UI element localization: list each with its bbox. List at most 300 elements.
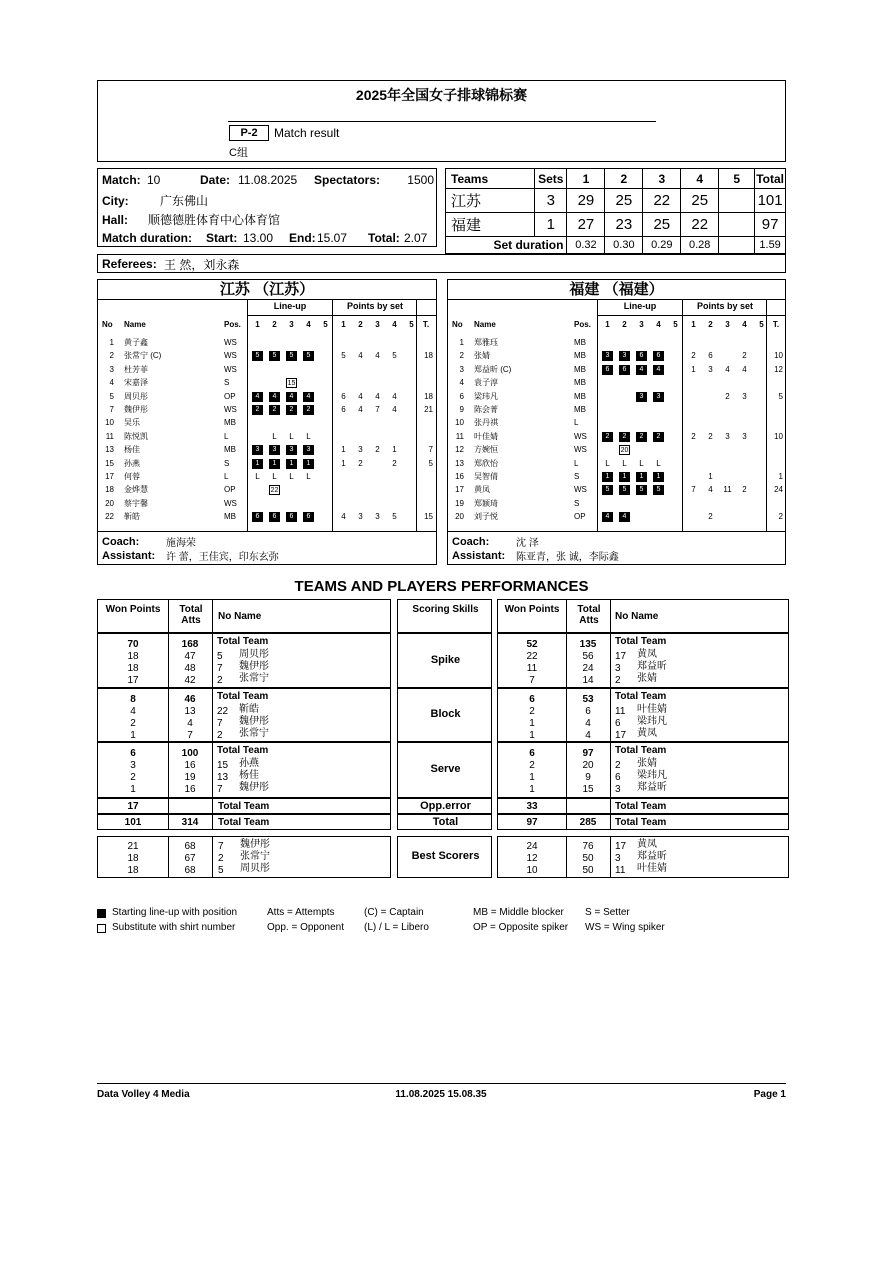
teamA-points-set-2: 4 (358, 405, 363, 414)
teamB-lineup-start: 3 (636, 392, 647, 402)
column-divider (610, 837, 611, 877)
team-a-points-head: Points by set (346, 301, 403, 311)
city-label: City: (102, 194, 129, 208)
teamA-points-set-3: 4 (375, 351, 380, 361)
team-b-colhead (448, 320, 785, 332)
perf-b-total-team: Total Team (615, 636, 667, 647)
team-a-coach-rule (98, 531, 436, 532)
perf-b-no: 3 (615, 663, 621, 674)
teamB-col-pts-1: 1 (691, 320, 696, 329)
teamA-points-set-1: 6 (341, 391, 346, 401)
teamA-points-set-1: 1 (341, 458, 346, 468)
perf-a-atts: 47 (184, 651, 196, 662)
teamA-player-no: 17 (105, 472, 114, 481)
best-b-no: 3 (615, 853, 621, 864)
best-a-won: 18 (127, 853, 139, 864)
teamA-points-set-2: 3 (358, 445, 363, 455)
teamB-lineup-libero: L (622, 458, 627, 468)
perf-a-atts: 16 (184, 760, 196, 771)
perf-b-total-team-label: Total Team (615, 817, 667, 828)
perf-b-total-atts: 97 (582, 748, 594, 759)
match-date: 11.08.2025 (238, 173, 298, 187)
best-a-name: 周贝彤 (240, 863, 270, 874)
teamA-player-pos: S (224, 378, 230, 388)
teamB-player-no: 13 (455, 458, 464, 468)
perf-a-total-team: Total Team (217, 745, 269, 756)
teamB-lineup-start: 5 (602, 485, 613, 495)
teamA-points-set-1: 1 (341, 445, 346, 455)
perf-skill-opp-label: Opp.error (420, 800, 471, 812)
teamB-lineup-start: 6 (602, 365, 613, 375)
perf-a-won: 4 (130, 706, 136, 717)
teamA-col-lu-2: 2 (272, 320, 277, 329)
perf-b-no: 6 (615, 718, 621, 729)
teamB-player-no: 10 (455, 418, 464, 428)
perf-a-total-won: 101 (124, 817, 142, 828)
teamA-player-row (98, 457, 436, 470)
team-a-title: 江苏 （江苏） (98, 280, 436, 300)
teamA-lineup-start: 3 (303, 445, 314, 455)
teamA-lineup-libero: L (289, 431, 294, 441)
teamB-points-total: 12 (774, 364, 783, 374)
perf-a-name: 魏伊彤 (239, 782, 269, 793)
teamB-points-set-4: 3 (742, 431, 747, 441)
perf-a-block-spike (97, 633, 391, 688)
score-head-teams: Teams (446, 169, 535, 189)
perf-a-no: 5 (217, 651, 223, 662)
teamB-lineup-start: 1 (602, 472, 613, 482)
spectators-value: 1500 (407, 173, 434, 187)
header-box (97, 80, 786, 162)
best-a-no: 2 (218, 853, 224, 864)
team-b-head-rule (598, 315, 786, 316)
set-duration-1: 0.32 (567, 237, 605, 254)
perf-b-total-won: 97 (526, 817, 538, 828)
teamA-lineup-libero: L (289, 472, 294, 481)
teamB-player-pos: MB (574, 364, 586, 374)
teamB-player-row (448, 349, 785, 362)
performance-title: TEAMS AND PLAYERS PERFORMANCES (294, 578, 589, 595)
perf-a-no: 7 (217, 784, 223, 795)
teamB-player-pos: WS (574, 485, 587, 495)
teamB-col-t: T. (772, 320, 780, 329)
teamA-lineup-start: 5 (303, 351, 314, 361)
score-team-a: 江苏 (446, 189, 535, 213)
hall-value: 顺德德胜体育中心体育馆 (148, 213, 281, 227)
perf-b-name: 张婧 (637, 758, 657, 769)
footer-left: Data Volley 4 Media (97, 1089, 190, 1100)
teamB-player-pos: S (574, 472, 580, 481)
perf-a-atts: 19 (184, 772, 196, 783)
teamA-player-pos: L (224, 431, 229, 441)
teamB-points-set-2: 2 (708, 431, 713, 441)
teamA-points-set-2: 2 (358, 458, 363, 468)
best-b-atts: 50 (582, 853, 594, 864)
perf-a-opp (97, 798, 391, 814)
teamB-player-row (448, 390, 785, 403)
best-a-no: 5 (218, 865, 224, 876)
perf-a-atts: 13 (184, 706, 196, 717)
teamB-points-set-4: 2 (742, 485, 747, 495)
perf-a-won: 17 (127, 675, 139, 686)
teamB-player-pos: OP (574, 512, 586, 522)
teamA-player-row (98, 510, 436, 523)
teamB-points-set-4: 2 (742, 351, 747, 361)
legend-op: OP = Opposite spiker (473, 922, 569, 933)
teamB-player-no: 19 (455, 498, 464, 508)
best-b-won: 24 (526, 841, 538, 852)
column-divider (212, 600, 213, 632)
teamB-player-name: 郑颖琦 (474, 498, 498, 508)
perf-a-total-team: Total Team (217, 636, 269, 647)
perf-a-total (97, 814, 391, 830)
perf-b-total-atts: 135 (579, 639, 597, 650)
perf-b-name: 叶佳婧 (637, 704, 667, 715)
teamB-col-no: No (452, 320, 463, 329)
score-head-1: 1 (567, 169, 605, 189)
column-divider (168, 600, 169, 632)
teamA-player-name: 黄子鑫 (124, 338, 148, 347)
perf-b-total-team: Total Team (615, 691, 667, 702)
teamB-player-pos: MB (574, 338, 586, 347)
teamB-player-name: 陈会菁 (474, 405, 498, 414)
teamA-points-total: 18 (424, 351, 433, 361)
teamB-points-set-1: 2 (691, 431, 696, 441)
teamA-player-no: 18 (105, 485, 114, 495)
teamB-player-name: 郑益昕 (C) (474, 364, 512, 374)
teamB-player-pos: MB (574, 351, 586, 361)
team-a-assistant-label: Assistant: (102, 550, 156, 562)
teamB-player-row (448, 416, 785, 429)
score-team-b: 福建 (446, 213, 535, 237)
teamB-lineup-start: 5 (636, 485, 647, 495)
perf-b-no: 2 (615, 675, 621, 686)
teamA-lineup-start: 2 (286, 405, 297, 415)
teamA-lineup-start: 2 (303, 405, 314, 415)
perf-a-head-won: Won Points (105, 604, 161, 615)
perf-b-total-atts: 285 (579, 817, 597, 828)
perf-a-no: 2 (217, 675, 223, 686)
teamA-col-pts-1: 1 (341, 320, 346, 329)
teamB-player-no: 3 (459, 364, 464, 374)
perf-b-name: 郑益昕 (637, 782, 667, 793)
perf-skill-spike (397, 633, 492, 688)
teamB-points-total: 24 (774, 485, 783, 495)
teamB-player-no: 11 (455, 431, 464, 441)
teamA-points-set-4: 5 (392, 512, 397, 522)
teamA-lineup-start: 3 (269, 445, 280, 455)
teamB-player-name: 刘子悦 (474, 512, 498, 522)
perf-b-atts: 4 (585, 718, 591, 729)
perf-b-opp-won: 33 (526, 801, 538, 812)
perf-b-block-block (497, 688, 789, 742)
teamB-player-name: 叶佳婧 (474, 431, 498, 441)
teamB-lineup-libero: L (639, 458, 644, 468)
score-a-sets: 3 (535, 189, 567, 213)
perf-a-no: 2 (217, 730, 223, 741)
teamA-points-set-2: 3 (358, 512, 363, 522)
teamA-points-set-1: 4 (341, 512, 346, 522)
team-b-panel (447, 279, 786, 565)
teamB-points-set-3: 3 (725, 431, 730, 441)
teamA-player-no: 15 (105, 458, 114, 468)
teamB-col-lu-5: 5 (673, 320, 678, 329)
legend-opp: Opp. = Opponent (267, 922, 345, 933)
perf-skill-label: Serve (430, 763, 461, 775)
teamA-player-name: 张常宁 (C) (124, 351, 162, 361)
teamA-col-pts-4: 4 (392, 320, 397, 329)
teamA-player-pos: WS (224, 405, 237, 414)
perf-a-opp-team: Total Team (218, 801, 270, 812)
teamA-player-row (98, 416, 436, 429)
perf-b-atts: 14 (582, 675, 594, 686)
perf-a-total-atts: 46 (184, 694, 196, 705)
perf-b-name: 梁玮凡 (637, 716, 667, 727)
teamB-player-pos: MB (574, 378, 586, 388)
perf-a-won: 2 (130, 718, 136, 729)
teamB-lineup-start: 4 (619, 512, 630, 522)
best-b-name: 叶佳婧 (637, 863, 667, 874)
best-a-won: 18 (127, 865, 139, 876)
score-b-s2: 23 (605, 213, 643, 237)
legend-atts: Atts = Attempts (267, 907, 335, 918)
legend-starter: Starting line-up with position (112, 907, 238, 918)
teamB-lineup-start: 6 (619, 365, 630, 375)
city-value: 广东佛山 (160, 194, 209, 208)
score-a-s5 (719, 189, 755, 213)
best-a-name: 魏伊彤 (240, 839, 270, 850)
score-a-s3: 22 (643, 189, 681, 213)
team-b-coach-label: Coach: (452, 536, 490, 548)
teamA-points-set-4: 4 (392, 405, 397, 414)
teamA-player-no: 11 (105, 431, 114, 441)
teamB-lineup-start: 5 (653, 485, 664, 495)
teamA-points-set-4: 4 (392, 391, 397, 401)
teamB-player-no: 12 (455, 445, 464, 455)
perf-b-won: 7 (529, 675, 535, 686)
best-a-atts: 68 (184, 865, 196, 876)
perf-skill-header (397, 599, 492, 633)
legend (97, 907, 786, 939)
teamB-points-total: 10 (774, 431, 783, 441)
team-b-title: 福建 （福建） (448, 280, 785, 300)
score-a-s4: 25 (681, 189, 719, 213)
perf-a-total-atts: 168 (181, 639, 199, 650)
teamA-player-no: 10 (105, 418, 114, 428)
teamB-lineup-start: 1 (636, 472, 647, 482)
teamA-points-set-2: 4 (358, 351, 363, 361)
teamA-lineup-start: 1 (303, 459, 314, 469)
teamA-player-name: 陈悦凯 (124, 431, 148, 441)
teamB-player-row (448, 336, 785, 349)
perf-b-no: 17 (615, 730, 627, 741)
teamA-lineup-sub: 15 (287, 380, 296, 388)
perf-b-won: 1 (529, 718, 535, 729)
score-table (445, 168, 786, 254)
teamB-points-total: 1 (778, 472, 783, 481)
teamA-points-set-1: 6 (341, 405, 346, 414)
teamA-player-no: 1 (109, 338, 114, 347)
perf-a-total-atts: 314 (181, 817, 199, 828)
teamB-player-pos: L (574, 458, 579, 468)
perf-a-best (97, 836, 391, 878)
teamA-col-no: No (102, 320, 113, 329)
set-duration-4: 0.28 (681, 237, 719, 254)
referees-names: 王 然，刘永森 (164, 258, 240, 272)
best-b-atts: 50 (582, 865, 594, 876)
teamB-player-row (448, 510, 785, 523)
report-code: P-2 (229, 125, 269, 141)
teamA-lineup-start: 3 (286, 445, 297, 455)
best-b-name: 郑益昕 (637, 851, 667, 862)
teamB-lineup-start: 4 (636, 365, 647, 375)
teamA-lineup-start: 6 (252, 512, 263, 522)
performance-section (97, 599, 789, 879)
column-divider (212, 743, 213, 797)
teamA-lineup-libero: L (306, 472, 311, 481)
perf-a-atts: 7 (187, 730, 193, 741)
teamA-player-pos: OP (224, 485, 236, 495)
teamB-col-pts-3: 3 (725, 320, 730, 329)
teamB-player-row (448, 443, 785, 456)
column-divider (212, 689, 213, 741)
teamA-player-row (98, 363, 436, 376)
page-title: 2025年全国女子排球锦标赛 (355, 87, 528, 103)
teamB-player-no: 9 (459, 405, 464, 414)
teamA-col-lu-1: 1 (255, 320, 260, 329)
team-a-assistants: 许 蕾，王佳宾，印东玄弥 (166, 552, 279, 563)
legend-sub-square (97, 924, 106, 933)
teamA-player-pos: WS (224, 498, 237, 508)
best-a-no: 7 (218, 841, 224, 852)
perf-skill-total (397, 814, 492, 830)
best-b-atts: 76 (582, 841, 594, 852)
perf-a-name: 周贝彤 (239, 649, 269, 660)
legend-sub: Substitute with shirt number (112, 922, 236, 933)
best-a-won: 21 (127, 841, 139, 852)
score-head-total: Total (755, 169, 786, 189)
team-b-coach-rule (448, 531, 785, 532)
teamA-player-name: 宋嘉泽 (124, 378, 148, 388)
total-value: 2.07 (404, 231, 428, 245)
perf-a-header (97, 599, 391, 633)
teamB-player-pos: MB (574, 391, 586, 401)
best-a-atts: 68 (184, 841, 196, 852)
perf-b-no: 17 (615, 651, 627, 662)
teamB-player-name: 郑欣怡 (474, 458, 498, 468)
footer-center: 11.08.2025 15.08.35 (395, 1089, 487, 1100)
perf-a-won: 3 (130, 760, 136, 771)
perf-b-atts: 56 (582, 651, 594, 662)
teamA-points-set-4: 5 (392, 351, 397, 361)
teamB-col-lu-4: 4 (656, 320, 661, 329)
teamA-points-total: 5 (428, 458, 433, 468)
teamB-player-name: 张婧 (474, 351, 490, 361)
perf-b-block-spike (497, 633, 789, 688)
legend-captain: (C) = Captain (364, 907, 424, 918)
perf-b-name: 郑益昕 (637, 661, 667, 672)
teamA-player-name: 孙燕 (124, 458, 140, 468)
teamA-player-row (98, 470, 436, 483)
spectators-label: Spectators: (314, 173, 381, 187)
footer-right: Page 1 (753, 1089, 786, 1100)
teamB-player-row (448, 483, 785, 496)
perf-head-skills: Scoring Skills (412, 604, 479, 615)
column-divider (566, 799, 567, 813)
team-b-assistants: 陈亚青，张 诚，李际鑫 (516, 552, 619, 563)
column-divider (212, 634, 213, 687)
column-divider (610, 743, 611, 797)
perf-a-name: 魏伊彤 (239, 716, 269, 727)
perf-b-name: 黄凤 (637, 728, 657, 739)
teamA-lineup-start: 4 (286, 392, 297, 402)
teamA-points-set-3: 3 (375, 512, 380, 522)
teamA-player-name: 何蓉 (124, 472, 140, 481)
teamA-player-row (98, 483, 436, 496)
teamB-player-pos: L (574, 418, 579, 428)
perf-skill-label: Spike (430, 653, 461, 666)
perf-a-atts: 4 (187, 718, 193, 729)
team-a-head-rule (248, 315, 437, 316)
legend-ws: WS = Wing spiker (585, 922, 665, 933)
perf-b-block-serve (497, 742, 789, 798)
teamA-lineup-start: 1 (269, 459, 280, 469)
perf-a-won: 18 (127, 663, 139, 674)
perf-a-total-won: 70 (127, 639, 139, 650)
teamB-points-total: 10 (774, 351, 783, 361)
team-b-assistant-label: Assistant: (452, 550, 506, 562)
perf-a-head-noname: No Name (218, 611, 262, 622)
score-b-total: 97 (755, 213, 786, 237)
perf-skill-best-label: Best Scorers (411, 850, 480, 862)
teamB-lineup-libero: L (656, 458, 661, 468)
title-rule (228, 121, 656, 122)
perf-b-head-atts: Total Atts (577, 604, 601, 626)
duration-label: Match duration: (102, 231, 192, 245)
perf-b-won: 2 (529, 706, 535, 717)
teamB-player-row (448, 430, 785, 443)
perf-a-total-team-label: Total Team (218, 817, 270, 828)
team-b-points-head: Points by set (696, 301, 753, 311)
teamB-player-name: 吴智倩 (474, 472, 498, 481)
column-divider (168, 799, 169, 813)
teamA-player-row (98, 390, 436, 403)
teamB-points-set-2: 3 (708, 364, 713, 374)
perf-b-no: 11 (615, 706, 626, 717)
perf-a-name: 杨佳 (239, 770, 259, 781)
teamB-col-pts-5: 5 (759, 320, 764, 329)
teamB-player-no: 4 (459, 378, 464, 388)
best-b-no: 17 (615, 841, 627, 852)
column-divider (610, 799, 611, 813)
perf-b-won: 1 (529, 772, 535, 783)
perf-a-name: 张常宁 (239, 728, 269, 739)
team-b-coach: 沈 泽 (516, 538, 539, 549)
set-duration-3: 0.29 (643, 237, 681, 254)
teamA-points-set-1: 5 (341, 351, 346, 361)
perf-b-name: 梁玮凡 (637, 770, 667, 781)
teamB-player-row (448, 497, 785, 510)
teamB-lineup-start: 4 (653, 365, 664, 375)
best-b-no: 11 (615, 865, 626, 876)
legend-libero: (L) / L = Libero (364, 922, 429, 933)
perf-b-total (497, 814, 789, 830)
perf-skill-serve (397, 742, 492, 798)
teamA-col-name: Name (124, 320, 146, 329)
perf-b-won: 22 (526, 651, 538, 662)
column-divider (610, 815, 611, 829)
teamA-points-total: 7 (428, 445, 433, 455)
